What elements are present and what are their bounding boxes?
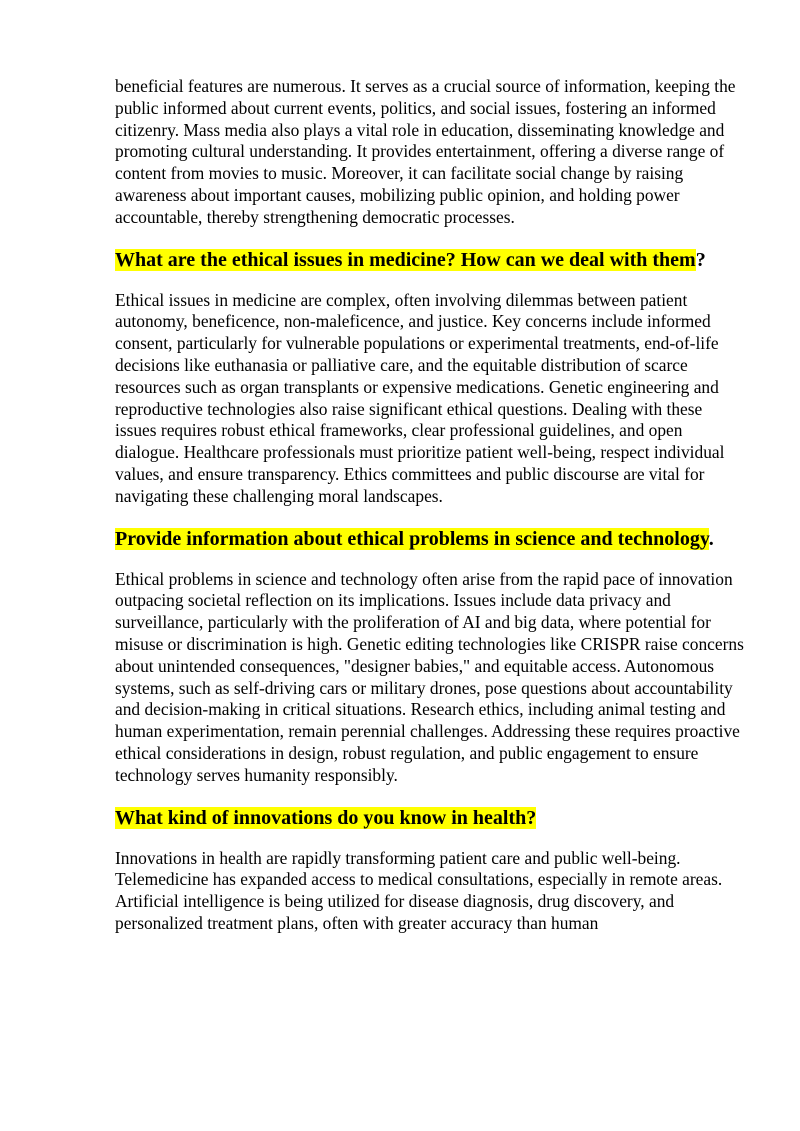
heading-punctuation: . — [708, 527, 714, 550]
paragraph-mass-media-benefits: beneficial features are numerous. It serves as a crucial source of information, keeping the public informed about current events, politics, and social issues, fostering an informed citizenry. Mass media also plays a vital role in education, disseminating knowledge and promoting cultural understanding. It provides entertainment, offering a diverse range of content from movies to music. Moreover, it can facilitate social change by raising awareness about important causes, mobilizing public opinion, and holding power accountable, thereby strengthening democratic processes. — [115, 76, 736, 227]
paragraph-ethical-problems-science: Ethical problems in science and technology often arise from the rapid pace of innovation outpacing societal reflection on its implications. Issues include data privacy and surveillance, particularly with the proliferation of AI and big data, where potential for misuse or discrimination is high. Genetic editing technologies like CRISPR raise concerns about unintended consequences, "designer babies," and equitable access. Autonomous systems, such as self-driving cars or military drones, pose questions about accountability and decision-making in critical situations. Research ethics, including animal testing and human experimentation, remain perennial challenges. Addressing these requires proactive ethical considerations in design, robust regulation, and public engagement to ensure technology serves humanity responsibly. — [115, 568, 744, 785]
heading-ethical-issues-medicine — [115, 248, 745, 273]
heading-highlight: What kind of innovations do you know in health? — [115, 806, 537, 829]
heading-highlight: What are the ethical issues in medicine? How can we deal with them — [115, 248, 696, 271]
paragraph-ethical-issues-medicine: Ethical issues in medicine are complex, often involving dilemmas between patient autonomy, beneficence, non-maleficence, and justice. Key concerns include informed consent, particularly for vulnerable populations or experimental treatments, end-of-life decisions like euthanasia or palliative care, and the equitable distribution of scarce resources such as organ transplants or expensive medications. Genetic engineering and reproductive technologies also raise significant ethical questions. Dealing with these issues requires robust ethical frameworks, clear professional guidelines, and open dialogue. Healthcare professionals must prioritize patient well-being, respect individual values, and ensure transparency. Ethics committees and public discourse are vital for navigating these challenging moral landscapes. — [115, 289, 725, 506]
heading-health-innovations — [115, 806, 745, 831]
heading-ethical-problems-science — [115, 527, 745, 552]
heading-highlight: Provide information about ethical problems in science and technology — [115, 527, 709, 550]
heading-punctuation: ? — [695, 248, 706, 271]
paragraph-health-innovations: Innovations in health are rapidly transforming patient care and public well-being. Telemedicine has expanded access to medical consultations, especially in remote areas. Artificial intelligence is being utilized for disease diagnosis, drug discovery, and personalized treatment plans, often with greater accuracy than human — [115, 847, 723, 933]
